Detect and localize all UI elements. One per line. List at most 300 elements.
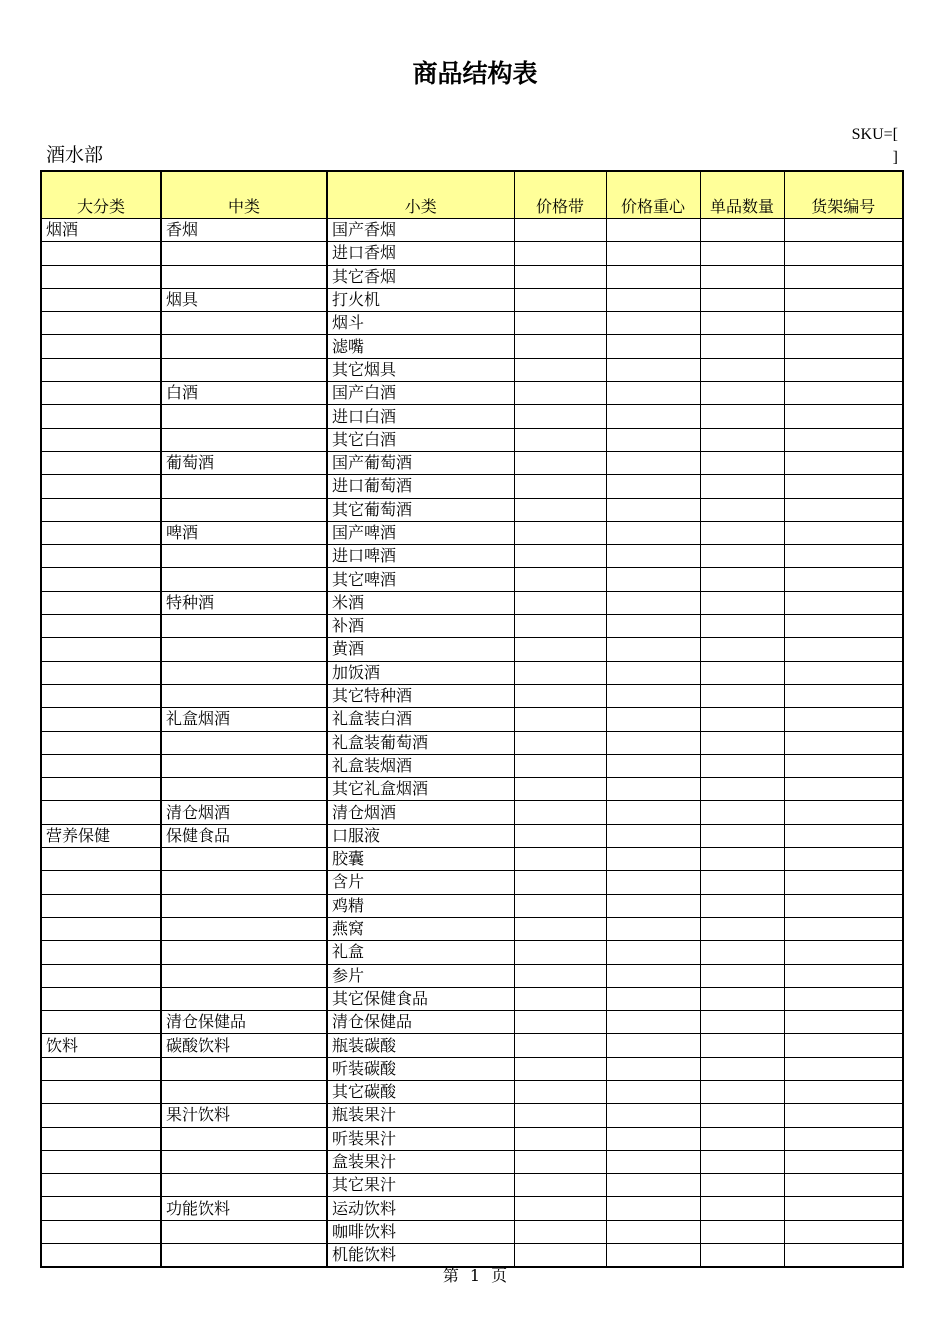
sku-label-line1: SKU=[ (851, 126, 898, 143)
major-category-cell (41, 242, 161, 265)
mid-category-cell (161, 1150, 327, 1173)
item-count-cell (700, 1057, 784, 1080)
table-row (41, 1057, 903, 1080)
price-focus-cell (606, 754, 700, 777)
table-row (41, 358, 903, 381)
item-count-cell (700, 1011, 784, 1034)
mid-category-cell (161, 661, 327, 684)
price-band-cell (514, 358, 606, 381)
price-focus-cell (606, 1080, 700, 1103)
mid-category-cell: 功能饮料 (161, 1197, 327, 1220)
shelf-number-cell (784, 801, 903, 824)
major-category-cell (41, 848, 161, 871)
price-band-cell (514, 964, 606, 987)
price-focus-cell (606, 568, 700, 591)
price-band-cell (514, 219, 606, 242)
price-focus-cell (606, 498, 700, 521)
major-category-cell (41, 1197, 161, 1220)
major-category-cell (41, 754, 161, 777)
shelf-number-cell (784, 219, 903, 242)
sub-category-cell: 口服液 (327, 824, 514, 847)
table-row (41, 1197, 903, 1220)
price-focus-cell (606, 1150, 700, 1173)
item-count-cell (700, 1080, 784, 1103)
table-row (41, 451, 903, 474)
sub-category-cell: 其它保健食品 (327, 987, 514, 1010)
price-focus-cell (606, 941, 700, 964)
price-band-cell (514, 941, 606, 964)
item-count-cell (700, 824, 784, 847)
price-band-cell (514, 871, 606, 894)
sku-label (820, 123, 898, 169)
sub-category-cell: 其它烟具 (327, 358, 514, 381)
item-count-cell (700, 941, 784, 964)
sub-category-cell: 国产香烟 (327, 219, 514, 242)
shelf-number-cell (784, 824, 903, 847)
major-category-cell (41, 382, 161, 405)
shelf-number-cell (784, 1034, 903, 1057)
mid-category-cell (161, 498, 327, 521)
major-category-cell (41, 987, 161, 1010)
sub-category-cell: 补酒 (327, 615, 514, 638)
sub-category-cell: 其它啤酒 (327, 568, 514, 591)
sub-category-cell: 含片 (327, 871, 514, 894)
mid-category-cell (161, 405, 327, 428)
shelf-number-cell (784, 1127, 903, 1150)
price-band-cell (514, 312, 606, 335)
major-category-cell (41, 405, 161, 428)
table-row (41, 684, 903, 707)
price-band-cell (514, 987, 606, 1010)
mid-category-cell (161, 754, 327, 777)
price-focus-cell (606, 405, 700, 428)
price-band-cell (514, 1150, 606, 1173)
item-count-cell (700, 288, 784, 311)
table-row (41, 754, 903, 777)
item-count-cell (700, 358, 784, 381)
mid-category-cell (161, 265, 327, 288)
table-row (41, 265, 903, 288)
sub-category-cell: 其它香烟 (327, 265, 514, 288)
price-focus-cell (606, 917, 700, 940)
header-price-band: 价格带 (514, 171, 606, 219)
major-category-cell (41, 871, 161, 894)
item-count-cell (700, 615, 784, 638)
table-row (41, 498, 903, 521)
mid-category-cell (161, 1174, 327, 1197)
table-row (41, 545, 903, 568)
sub-category-cell: 其它碳酸 (327, 1080, 514, 1103)
major-category-cell (41, 894, 161, 917)
sub-category-cell: 鸡精 (327, 894, 514, 917)
price-band-cell (514, 1080, 606, 1103)
table-row (41, 871, 903, 894)
major-category-cell (41, 941, 161, 964)
item-count-cell (700, 242, 784, 265)
major-category-cell (41, 964, 161, 987)
price-focus-cell (606, 1057, 700, 1080)
table-row (41, 917, 903, 940)
major-category-cell (41, 1080, 161, 1103)
shelf-number-cell (784, 1057, 903, 1080)
major-category-cell (41, 475, 161, 498)
item-count-cell (700, 405, 784, 428)
mid-category-cell (161, 545, 327, 568)
price-band-cell (514, 661, 606, 684)
mid-category-cell (161, 475, 327, 498)
mid-category-cell (161, 242, 327, 265)
price-band-cell (514, 731, 606, 754)
header-item-count: 单品数量 (700, 171, 784, 219)
header-price-focus: 价格重心 (606, 171, 700, 219)
major-category-cell (41, 451, 161, 474)
mid-category-cell: 白酒 (161, 382, 327, 405)
price-band-cell (514, 288, 606, 311)
sub-category-cell: 加饭酒 (327, 661, 514, 684)
sub-category-cell: 国产白酒 (327, 382, 514, 405)
shelf-number-cell (784, 288, 903, 311)
mid-category-cell (161, 731, 327, 754)
sub-category-cell: 参片 (327, 964, 514, 987)
price-focus-cell (606, 265, 700, 288)
sub-category-cell: 进口香烟 (327, 242, 514, 265)
item-count-cell (700, 731, 784, 754)
price-focus-cell (606, 242, 700, 265)
table-body (41, 219, 903, 1268)
sub-category-cell: 进口啤酒 (327, 545, 514, 568)
mid-category-cell (161, 1080, 327, 1103)
table-row (41, 312, 903, 335)
sub-category-cell: 咖啡饮料 (327, 1220, 514, 1243)
shelf-number-cell (784, 475, 903, 498)
price-focus-cell (606, 848, 700, 871)
table-row (41, 242, 903, 265)
shelf-number-cell (784, 754, 903, 777)
header-sub-category: 小类 (327, 171, 514, 219)
major-category-cell (41, 801, 161, 824)
sub-category-cell: 听装碳酸 (327, 1057, 514, 1080)
price-focus-cell (606, 684, 700, 707)
price-band-cell (514, 242, 606, 265)
shelf-number-cell (784, 1174, 903, 1197)
mid-category-cell (161, 358, 327, 381)
major-category-cell (41, 1174, 161, 1197)
table-row (41, 708, 903, 731)
shelf-number-cell (784, 1150, 903, 1173)
table-row (41, 405, 903, 428)
table-row (41, 428, 903, 451)
shelf-number-cell (784, 405, 903, 428)
price-band-cell (514, 405, 606, 428)
mid-category-cell (161, 684, 327, 707)
table-row (41, 1011, 903, 1034)
mid-category-cell: 碳酸饮料 (161, 1034, 327, 1057)
major-category-cell (41, 661, 161, 684)
sub-category-cell: 听装果汁 (327, 1127, 514, 1150)
mid-category-cell: 香烟 (161, 219, 327, 242)
price-band-cell (514, 521, 606, 544)
table-row (41, 1034, 903, 1057)
price-band-cell (514, 382, 606, 405)
shelf-number-cell (784, 335, 903, 358)
item-count-cell (700, 591, 784, 614)
mid-category-cell (161, 987, 327, 1010)
header-shelf-number: 货架编号 (784, 171, 903, 219)
table-header-row (41, 171, 903, 219)
sub-category-cell: 瓶装碳酸 (327, 1034, 514, 1057)
shelf-number-cell (784, 661, 903, 684)
price-focus-cell (606, 615, 700, 638)
table-row (41, 964, 903, 987)
major-category-cell: 营养保健 (41, 824, 161, 847)
item-count-cell (700, 871, 784, 894)
price-band-cell (514, 1034, 606, 1057)
shelf-number-cell (784, 1104, 903, 1127)
shelf-number-cell (784, 894, 903, 917)
price-focus-cell (606, 312, 700, 335)
price-focus-cell (606, 1104, 700, 1127)
item-count-cell (700, 498, 784, 521)
major-category-cell (41, 684, 161, 707)
price-band-cell (514, 894, 606, 917)
shelf-number-cell (784, 312, 903, 335)
mid-category-cell (161, 894, 327, 917)
major-category-cell (41, 731, 161, 754)
major-category-cell (41, 1150, 161, 1173)
major-category-cell (41, 778, 161, 801)
price-band-cell (514, 801, 606, 824)
major-category-cell: 饮料 (41, 1034, 161, 1057)
table-row (41, 288, 903, 311)
price-band-cell (514, 615, 606, 638)
sub-category-cell: 进口白酒 (327, 405, 514, 428)
price-focus-cell (606, 382, 700, 405)
mid-category-cell: 保健食品 (161, 824, 327, 847)
sub-category-cell: 礼盒装白酒 (327, 708, 514, 731)
table-row (41, 1150, 903, 1173)
major-category-cell (41, 1127, 161, 1150)
major-category-cell (41, 917, 161, 940)
shelf-number-cell (784, 684, 903, 707)
table-row (41, 661, 903, 684)
sub-category-cell: 机能饮料 (327, 1244, 514, 1268)
mid-category-cell: 葡萄酒 (161, 451, 327, 474)
sub-category-cell: 瓶装果汁 (327, 1104, 514, 1127)
price-focus-cell (606, 1011, 700, 1034)
shelf-number-cell (784, 917, 903, 940)
mid-category-cell (161, 871, 327, 894)
mid-category-cell (161, 568, 327, 591)
shelf-number-cell (784, 615, 903, 638)
shelf-number-cell (784, 1220, 903, 1243)
sub-category-cell: 清仓烟酒 (327, 801, 514, 824)
major-category-cell (41, 288, 161, 311)
shelf-number-cell (784, 242, 903, 265)
price-focus-cell (606, 1034, 700, 1057)
table-row (41, 521, 903, 544)
item-count-cell (700, 801, 784, 824)
major-category-cell (41, 1220, 161, 1243)
shelf-number-cell (784, 941, 903, 964)
sub-category-cell: 清仓保健品 (327, 1011, 514, 1034)
price-focus-cell (606, 288, 700, 311)
price-band-cell (514, 428, 606, 451)
price-band-cell (514, 708, 606, 731)
major-category-cell (41, 708, 161, 731)
shelf-number-cell (784, 591, 903, 614)
item-count-cell (700, 638, 784, 661)
item-count-cell (700, 684, 784, 707)
mid-category-cell (161, 615, 327, 638)
item-count-cell (700, 451, 784, 474)
mid-category-cell (161, 848, 327, 871)
price-band-cell (514, 848, 606, 871)
price-band-cell (514, 1220, 606, 1243)
item-count-cell (700, 521, 784, 544)
price-focus-cell (606, 358, 700, 381)
price-band-cell (514, 1011, 606, 1034)
item-count-cell (700, 219, 784, 242)
item-count-cell (700, 1034, 784, 1057)
price-focus-cell (606, 428, 700, 451)
major-category-cell (41, 1057, 161, 1080)
price-focus-cell (606, 1197, 700, 1220)
mid-category-cell: 果汁饮料 (161, 1104, 327, 1127)
item-count-cell (700, 964, 784, 987)
table-row (41, 1174, 903, 1197)
shelf-number-cell (784, 521, 903, 544)
product-structure-table (40, 170, 904, 1268)
mid-category-cell: 特种酒 (161, 591, 327, 614)
table-row (41, 1127, 903, 1150)
price-focus-cell (606, 964, 700, 987)
mid-category-cell (161, 1220, 327, 1243)
sub-category-cell: 进口葡萄酒 (327, 475, 514, 498)
item-count-cell (700, 1220, 784, 1243)
price-focus-cell (606, 475, 700, 498)
major-category-cell (41, 265, 161, 288)
item-count-cell (700, 475, 784, 498)
sub-category-cell: 其它特种酒 (327, 684, 514, 707)
item-count-cell (700, 1150, 784, 1173)
mid-category-cell (161, 1057, 327, 1080)
major-category-cell (41, 428, 161, 451)
shelf-number-cell (784, 428, 903, 451)
price-focus-cell (606, 731, 700, 754)
mid-category-cell (161, 335, 327, 358)
sub-category-cell: 国产葡萄酒 (327, 451, 514, 474)
price-focus-cell (606, 1220, 700, 1243)
sub-category-cell: 盒装果汁 (327, 1150, 514, 1173)
table-row (41, 591, 903, 614)
department-label: 酒水部 (46, 144, 104, 166)
sub-category-cell: 燕窝 (327, 917, 514, 940)
price-band-cell (514, 754, 606, 777)
item-count-cell (700, 1174, 784, 1197)
price-focus-cell (606, 708, 700, 731)
price-band-cell (514, 778, 606, 801)
price-focus-cell (606, 824, 700, 847)
mid-category-cell (161, 312, 327, 335)
major-category-cell (41, 498, 161, 521)
shelf-number-cell (784, 731, 903, 754)
table-row (41, 848, 903, 871)
table-row (41, 731, 903, 754)
major-category-cell (41, 312, 161, 335)
sub-category-cell: 黄酒 (327, 638, 514, 661)
item-count-cell (700, 382, 784, 405)
major-category-cell (41, 521, 161, 544)
item-count-cell (700, 708, 784, 731)
sub-category-cell: 国产啤酒 (327, 521, 514, 544)
price-band-cell (514, 824, 606, 847)
item-count-cell (700, 894, 784, 917)
item-count-cell (700, 428, 784, 451)
item-count-cell (700, 1104, 784, 1127)
shelf-number-cell (784, 964, 903, 987)
mid-category-cell (161, 917, 327, 940)
table-row (41, 941, 903, 964)
item-count-cell (700, 1127, 784, 1150)
item-count-cell (700, 545, 784, 568)
mid-category-cell: 烟具 (161, 288, 327, 311)
price-focus-cell (606, 1174, 700, 1197)
page-footer: 第 1 页 (442, 1266, 508, 1285)
shelf-number-cell (784, 1011, 903, 1034)
mid-category-cell (161, 638, 327, 661)
header-major-category: 大分类 (41, 171, 161, 219)
price-band-cell (514, 568, 606, 591)
sub-category-cell: 其它白酒 (327, 428, 514, 451)
sub-category-cell: 打火机 (327, 288, 514, 311)
price-band-cell (514, 498, 606, 521)
shelf-number-cell (784, 1197, 903, 1220)
mid-category-cell: 啤酒 (161, 521, 327, 544)
price-band-cell (514, 335, 606, 358)
price-band-cell (514, 684, 606, 707)
sub-category-cell: 滤嘴 (327, 335, 514, 358)
shelf-number-cell (784, 545, 903, 568)
item-count-cell (700, 265, 784, 288)
table-row (41, 778, 903, 801)
item-count-cell (700, 1197, 784, 1220)
major-category-cell: 烟酒 (41, 219, 161, 242)
mid-category-cell: 清仓保健品 (161, 1011, 327, 1034)
price-focus-cell (606, 335, 700, 358)
table-row (41, 1104, 903, 1127)
major-category-cell (41, 638, 161, 661)
price-band-cell (514, 591, 606, 614)
table-row (41, 568, 903, 591)
item-count-cell (700, 661, 784, 684)
sub-category-cell: 米酒 (327, 591, 514, 614)
price-band-cell (514, 1127, 606, 1150)
sub-category-cell: 礼盒装烟酒 (327, 754, 514, 777)
sub-category-cell: 其它礼盒烟酒 (327, 778, 514, 801)
item-count-cell (700, 987, 784, 1010)
price-focus-cell (606, 521, 700, 544)
price-focus-cell (606, 219, 700, 242)
major-category-cell (41, 568, 161, 591)
mid-category-cell: 礼盒烟酒 (161, 708, 327, 731)
table-row (41, 894, 903, 917)
page-title: 商品结构表 (412, 59, 538, 88)
price-focus-cell (606, 801, 700, 824)
shelf-number-cell (784, 382, 903, 405)
shelf-number-cell (784, 778, 903, 801)
item-count-cell (700, 335, 784, 358)
header-mid-category: 中类 (161, 171, 327, 219)
